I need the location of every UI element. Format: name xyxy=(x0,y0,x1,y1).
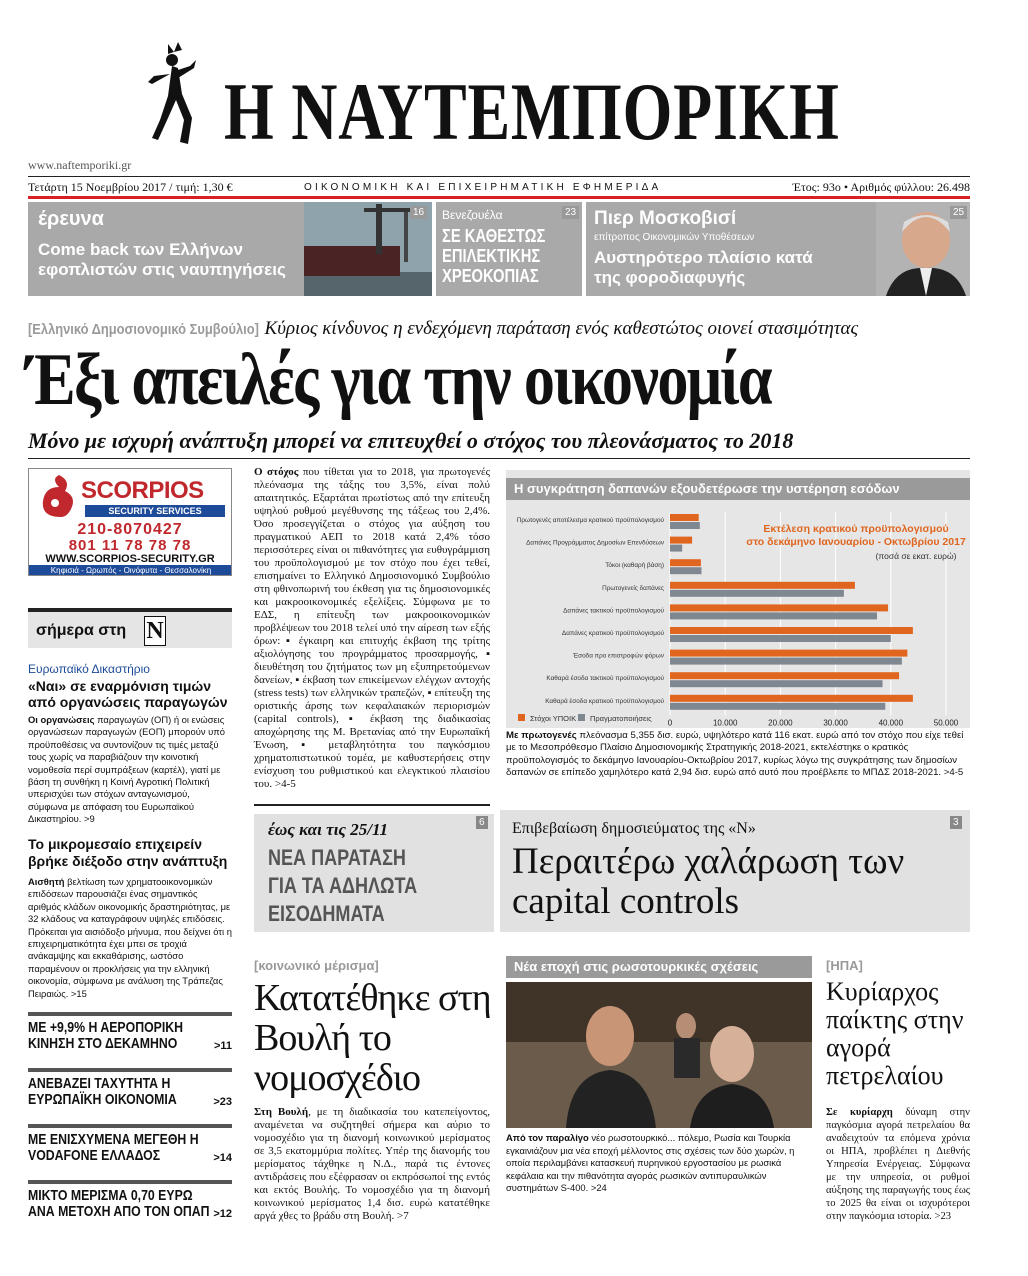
promo-capital-controls[interactable] xyxy=(500,810,970,932)
brief-page: >14 xyxy=(213,1152,232,1164)
category-label: Δαπάνες τακτικού προϋπολογισμού xyxy=(563,607,664,615)
ad-brand: SCORPIOS xyxy=(81,477,204,504)
category-label: Δαπάνες Προγράμματος Δημοσίων Επενδύσεων xyxy=(526,539,664,547)
promo-headline: Περαιτέρω χαλάρωση των capital controls xyxy=(512,841,905,922)
brief-text: ΜΙΚΤΟ ΜΕΡΙΣΜΑ 0,70 ΕΥΡΩ ΑΝΑ ΜΕΤΟΧΗ ΑΠΟ ΤΟΝ ΟΠΑΠ xyxy=(28,1187,210,1220)
today-item-title: «Ναι» σε εναρμόνιση τιμών από οργανώσεις παραγωγών xyxy=(28,678,228,710)
scorpios-ad[interactable] xyxy=(28,468,232,576)
masthead xyxy=(0,0,1028,200)
today-item-text: βελτίωση των χρηματοοικονομικών επιδόσεων παρουσιάζει ένας σημαντικός αριθμός κλάδων οικονομικής δραστηριότητας, με 32 κλάδους να καταγράφουν υψηλές επιδόσεις. Πρόκειται για αισιόδοξο μήνυμα, που δείχνει ότι η επιχειρηματικότητα έχει μπει σε τροχιά ανάκαμψης και εκκαθάρισης, ωστόσο παραμένουν οι προκλήσεις για την ελληνική οικονομία, σύμφωνα με ανάλυση της Τράπεζας Πειραιώς. >15 xyxy=(28,876,232,999)
promo-headline: ΝΕΑ ΠΑΡΑΤΑΣΗ ΓΙΑ ΤΑ ΑΔΗΛΩΤΑ ΕΙΣΟΔΗΜΑΤΑ xyxy=(268,845,418,926)
bar-actual xyxy=(670,545,682,552)
teaser-kicker: έρευνα xyxy=(38,208,104,230)
today-item-body xyxy=(28,714,232,826)
promo-pre: Επιβεβαίωση δημοσιεύματος της «Ν» xyxy=(512,820,756,837)
lead-headline: Έξι απειλές για την οικονομία xyxy=(26,339,771,421)
teaser-venezuela[interactable] xyxy=(436,202,582,296)
bar-actual xyxy=(670,680,883,687)
bar-actual xyxy=(670,703,885,710)
bar-target xyxy=(670,537,692,544)
ad-locations: Κηφισιά - Ωρωπός - Οινόφυτα - Θεσσαλονίκη xyxy=(29,565,232,576)
promo-pre: έως και τις 25/11 xyxy=(268,820,389,839)
bar-actual xyxy=(670,658,902,665)
today-item-title: Το μικρομεσαίο επιχειρείν βρήκε διέξοδο στην ανάπτυξη xyxy=(28,836,228,869)
category-label: Καθαρά έσοδα κρατικού προϋπολογισμού xyxy=(545,697,664,705)
lead-body xyxy=(254,466,490,791)
category-label: Τόκοι (καθαρή βάση) xyxy=(605,562,664,570)
ad-phone-1: 210-8070427 xyxy=(77,521,183,538)
today-label: σήμερα στη xyxy=(36,622,127,639)
bar-target xyxy=(670,650,907,657)
today-item-text: παραγωγών (ΟΠ) ή οι ενώσεις οργανώσεων παραγωγών (ΕΟΠ) μπορούν υπό προϋποθέσεις να συντονίζουν τις τιμές μεταξύ τους χωρίς να παραβιάζουν την κοινοτική νομοθεσία περί συμπράξεων (καρτέλ), γιατί με βάση τη συνθήκη η Κοινή Αγροτική Πολιτική υπερισχύει των στόχων ανταγωνισμού, σύμφωνα με απόφαση του Ευρωπαϊκού Δικαστηρίου. >9 xyxy=(28,714,225,825)
ad-web: WWW.SCORPIOS-SECURITY.GR xyxy=(45,553,215,565)
legend-swatch xyxy=(518,714,525,721)
page-badge: 25 xyxy=(950,206,967,219)
chart-header: Η συγκράτηση δαπανών εξουδετέρωσε την υστέρηση εσόδων xyxy=(506,478,970,500)
brief-text: ΜΕ +9,9% Η ΑΕΡΟΠΟΡΙΚΗ ΚΙΝΗΣΗ ΣΤΟ ΔΕΚΑΜΗΝΟ xyxy=(28,1019,184,1052)
photo-caption xyxy=(506,1132,812,1195)
brief-item[interactable] xyxy=(28,1012,232,1068)
social-headline: Κατατέθηκε στη Βουλή το νομοσχέδιο xyxy=(254,977,491,1099)
chart-title: στο δεκάμηνο Ιανουαρίου - Οκτωβρίου 2017 xyxy=(746,536,966,548)
chart-title: Εκτέλεση κρατικού προϋπολογισμού xyxy=(763,523,949,535)
teaser-subkicker: επίτροπος Οικονομικών Υποθέσεων xyxy=(594,232,755,243)
page-badge: 3 xyxy=(950,816,962,829)
scorpion-icon xyxy=(31,473,85,521)
usa-kicker: [ΗΠΑ] xyxy=(826,958,863,973)
bar-actual xyxy=(670,635,891,642)
today-item-body xyxy=(28,876,232,1000)
chart-caption xyxy=(506,730,970,780)
briefs-list xyxy=(28,1012,232,1236)
social-text: , με τη διαδικασία του κατεπείγοντος, αναμένεται να συζητηθεί σήμερα και αύριο το νομοσχέδιο για τη διανομή κοινωνικού μερίσματος σε 3,5 εκατομμύρια πολίτες. Υπέρ της διανομής του μερίσματος τάχθηκε η Ν.Δ., παρά τις έντονες αντιδράσεις που εξέφρασαν οι εκπρόσωποί της εντός και εκτός Βουλής. Το νομοσχέδιο για τη διανομή κοινωνικού μερίσματος 1,4 δισ. ευρώ κατατέθηκε αργά χθες το βράδυ στη Βουλή. >7 xyxy=(254,1106,490,1222)
page-badge: 6 xyxy=(476,816,488,829)
brief-page: >11 xyxy=(213,1040,232,1052)
teaser-shipbuilding[interactable] xyxy=(28,202,432,296)
bar-target xyxy=(670,627,913,634)
x-tick-label: 0 xyxy=(667,718,673,728)
page-badge: 23 xyxy=(562,206,579,219)
site-url[interactable]: www.naftemporiki.gr xyxy=(28,158,132,172)
chart-caption-lead: Με πρωτογενές xyxy=(506,730,577,741)
budget-chart xyxy=(506,502,970,728)
bar-target xyxy=(670,604,888,611)
bar-target xyxy=(670,695,913,702)
today-item-2[interactable] xyxy=(28,836,232,1000)
category-label: Δαπάνες κρατικού προϋπολογισμού xyxy=(561,630,664,637)
bar-target xyxy=(670,582,855,589)
lead-body-lead-word: Ο στόχος xyxy=(254,466,299,478)
photo-caption-text: νέο ρωσοτουρκικό... πόλεμο, Ρωσία και Τουρκία εγκαινιάζουν μια νέα εποχή μέλλοντος στις σχέσεις των δύο χωρών, η οποία περιλαμβάνει κατασκευή πυρηνικού εργοστασίου με ρωσικά κεφάλαια και την πιθανότητα αγοράς ρωσικών αντιπυραυλικών συστημάτων S-400. >24 xyxy=(506,1132,795,1194)
teaser-headline: Come back των Ελλήνων εφοπλιστών στις ναυπηγήσεις xyxy=(38,240,286,279)
usa-headline: Κυρίαρχος παίκτης στην αγορά πετρελαίου xyxy=(826,977,964,1090)
n-logo-icon: Ν xyxy=(144,616,166,646)
russia-turkey-story[interactable] xyxy=(506,956,812,1228)
today-item-lead: Αισθητή xyxy=(28,876,65,887)
brief-page: >12 xyxy=(213,1208,232,1220)
newspaper-title: Η ΝΑΥΤΕΜΠΟΡΙΚΗ xyxy=(224,66,840,157)
teaser-moscovici[interactable] xyxy=(586,202,970,296)
social-lead: Στη Βουλή xyxy=(254,1106,309,1118)
x-tick-label: 20.000 xyxy=(768,718,793,728)
bar-actual xyxy=(670,567,701,574)
chart-unit: (ποσά σε εκατ. ευρώ) xyxy=(875,551,957,561)
photo-header: Νέα εποχή στις ρωσοτουρκικές σχέσεις xyxy=(506,956,812,978)
lead-overline: Κύριος κίνδυνος η ενδεχόμενη παράταση ενός καθεστώτος οιονεί στασιμότητας xyxy=(264,318,859,339)
social-kicker: [κοινωνικό μέρισμα] xyxy=(254,958,379,973)
teaser-kicker: Πιερ Μοσκοβισί xyxy=(594,208,737,229)
today-header xyxy=(28,608,232,648)
today-item-kicker: Ευρωπαϊκό Δικαστήριο xyxy=(28,662,150,676)
ad-phone-2: 801 11 78 78 78 xyxy=(68,537,192,554)
legend-swatch xyxy=(578,714,585,721)
chart-box xyxy=(506,470,970,728)
lead-body-text: που τίθεται για το 2018, για πρωτογενές πλεόνασμα της τάξης του 3,5%, είναι πολύ απαιτητικός. Εξαρτάται πρωτίστως από την επίτευξη υψηλού ρυθμού μεγέθυνσης της τάξεως του 2,4%. Όσο προσεγγίζεται ο στόχος για αύξηση του πραγματικού ΑΕΠ το 2018 κατά 2,4% τόσο περισσότερες είναι οι πιθανότητες για ευθυγράμμιση του προϋπολογισμού με τον στόχο που έχει τεθεί, επισημαίνει το Ελληνικό Δημοσιονομικό Συμβούλιο στη φθινοπωρινή του έκθεση για τις δημοσιονομικές και μακροοικονομικές εξελίξεις. Σύμφωνα με το ΕΔΣ, η επίτευξη των μακροοικονομικών προβλέψεων του 2018 τελεί υπό την αίρεση των εξής όρων: ▪ έγκαιρη και επιτυχής έκβαση της τρίτης αξιολόγησης του προγράμματος προσαρμογής, ▪ διευθέτηση του ζητήματος των μη εξυπηρετούμενων δανείων, ▪ έκβαση των επικείμενων ελέγχων αντοχής (stress tests) των ελληνικών τραπεζών, ▪ επίτευξη της οριστικής άρσης των κεφαλαιακών περιορισμών (capital controls), ▪ έκβαση της διαδικασίας αποχώρησης της Μ. Βρετανίας από την Ευρωπαϊκή Ένωση, ▪ μεταβλητότητα του παγκόσμιου χρηματοπιστωτικού τομέα, με καθυστερήσεις στην ενίσχυση του ρυθμιστικού και ελεγκτικού πλαισίου του. >4-5 xyxy=(254,466,490,790)
teaser-kicker: Βενεζουέλα xyxy=(442,208,503,222)
brief-item[interactable] xyxy=(28,1068,232,1124)
bar-actual xyxy=(670,612,877,619)
photo-caption-lead: Από τον παραλίγο xyxy=(506,1132,589,1143)
brief-text: ΜΕ ΕΝΙΣΧΥΜΕΝΑ ΜΕΓΕΘΗ Η VODAFONE ΕΛΛΑΔΟΣ xyxy=(28,1131,199,1164)
brief-item[interactable] xyxy=(28,1124,232,1180)
x-tick-label: 50.000 xyxy=(933,718,959,728)
chart-caption-text: πλεόνασμα 5,355 δισ. ευρώ, υψηλότερο κατά 116 εκατ. ευρώ από τον στόχο που είχε τεθεί με το Μεσοπρόθεσμο Πλαίσιο Δημοσιονομικής Στρατηγικής 2018-2021, εκτελέστηκε ο κρατικός προϋπολογισμός το δεκάμηνο Ιανουαρίου-Οκτωβρίου 2017, κυρίως λόγω της συγκράτησης των δημοσίων δαπανών σε επίπεδο χαμηλότερο κατά 2,94 δισ. ευρώ από αυτό που προέβλεπε το ΜΠΔΣ 2018-2021. >4-5 xyxy=(506,730,964,779)
x-tick-label: 30.000 xyxy=(823,718,848,728)
usa-lead: Σε κυρίαρχη xyxy=(826,1107,893,1118)
teaser-headline: ΣΕ ΚΑΘΕΣΤΩΣ ΕΠΙΛΕΚΤΙΚΗΣ ΧΡΕΟΚΟΠΙΑΣ xyxy=(442,226,546,286)
promo-undeclared-income[interactable] xyxy=(254,814,494,932)
today-item-lead: Οι οργανώσεις xyxy=(28,714,95,725)
tagline: ΟΙΚΟΝΟΜΙΚΗ ΚΑΙ ΕΠΙΧΕΙΡΗΜΑΤΙΚΗ ΕΦΗΜΕΡΙΔΑ xyxy=(304,182,662,193)
hermes-logo-icon xyxy=(138,38,204,158)
social-body xyxy=(254,1106,490,1223)
page-badge: 16 xyxy=(410,206,427,219)
legend-label: Στόχοι ΥΠΟΙΚ xyxy=(530,714,577,723)
category-label: Πρωτογενείς δαπάνες xyxy=(602,584,664,592)
bar-target xyxy=(670,672,899,679)
date-price: Τετάρτη 15 Νοεμβρίου 2017 / τιμή: 1,30 € xyxy=(28,180,233,194)
bar-actual xyxy=(670,522,700,529)
bar-target xyxy=(670,514,699,521)
legend-label: Πραγματοποιήσεις xyxy=(590,714,652,723)
brief-text: ΑΝΕΒΑΖΕΙ ΤΑΧΥΤΗΤΑ Η ΕΥΡΩΠΑΪΚΗ ΟΙΚΟΝΟΜΙΑ xyxy=(28,1075,177,1108)
category-label: Πρωτογενές αποτέλεσμα κρατικού προϋπολογισμού xyxy=(516,517,664,524)
usa-text: δύναμη στην παγκόσμια αγορά πετρελαίου θα αναδειχτούν τα επόμενα χρόνια οι ΗΠΑ, προβλέπει η Διεθνής Υπηρεσία Ενέργειας. Σύμφωνα με την υπηρεσία, οι ρυθμοί αύξησης της παραγωγής τους έως το 2025 θα είναι οι ισχυρότεροι στην παγκόσμια ιστορία. >23 xyxy=(826,1107,970,1222)
usa-body xyxy=(826,1106,970,1223)
category-label: Καθαρά έσοδα τακτικού προϋπολογισμού xyxy=(546,675,664,683)
x-tick-label: 40.000 xyxy=(878,718,904,728)
brief-page: >23 xyxy=(213,1096,232,1108)
teaser-headline: Αυστηρότερο πλαίσιο κατά της φοροδιαφυγής xyxy=(594,248,813,287)
lead-subhead: Μόνο με ισχυρή ανάπτυξη μπορεί να επιτευχθεί ο στόχος του πλεονάσματος το 2018 xyxy=(28,428,794,453)
ad-sub: SECURITY SERVICES xyxy=(85,505,225,517)
bar-target xyxy=(670,559,701,566)
today-item-1[interactable] xyxy=(28,662,232,826)
category-label: Έσοδα προ επιστροφών φόρων xyxy=(573,652,664,660)
bar-actual xyxy=(670,590,844,597)
lead-source: [Ελληνικό Δημοσιονομικό Συμβούλιο] xyxy=(28,321,259,338)
brief-item[interactable] xyxy=(28,1180,232,1236)
issue-number: Έτος: 93ο • Αριθμός φύλλου: 26.498 xyxy=(792,180,970,194)
x-tick-label: 10.000 xyxy=(712,718,738,728)
erdogan-putin-photo xyxy=(506,982,812,1128)
